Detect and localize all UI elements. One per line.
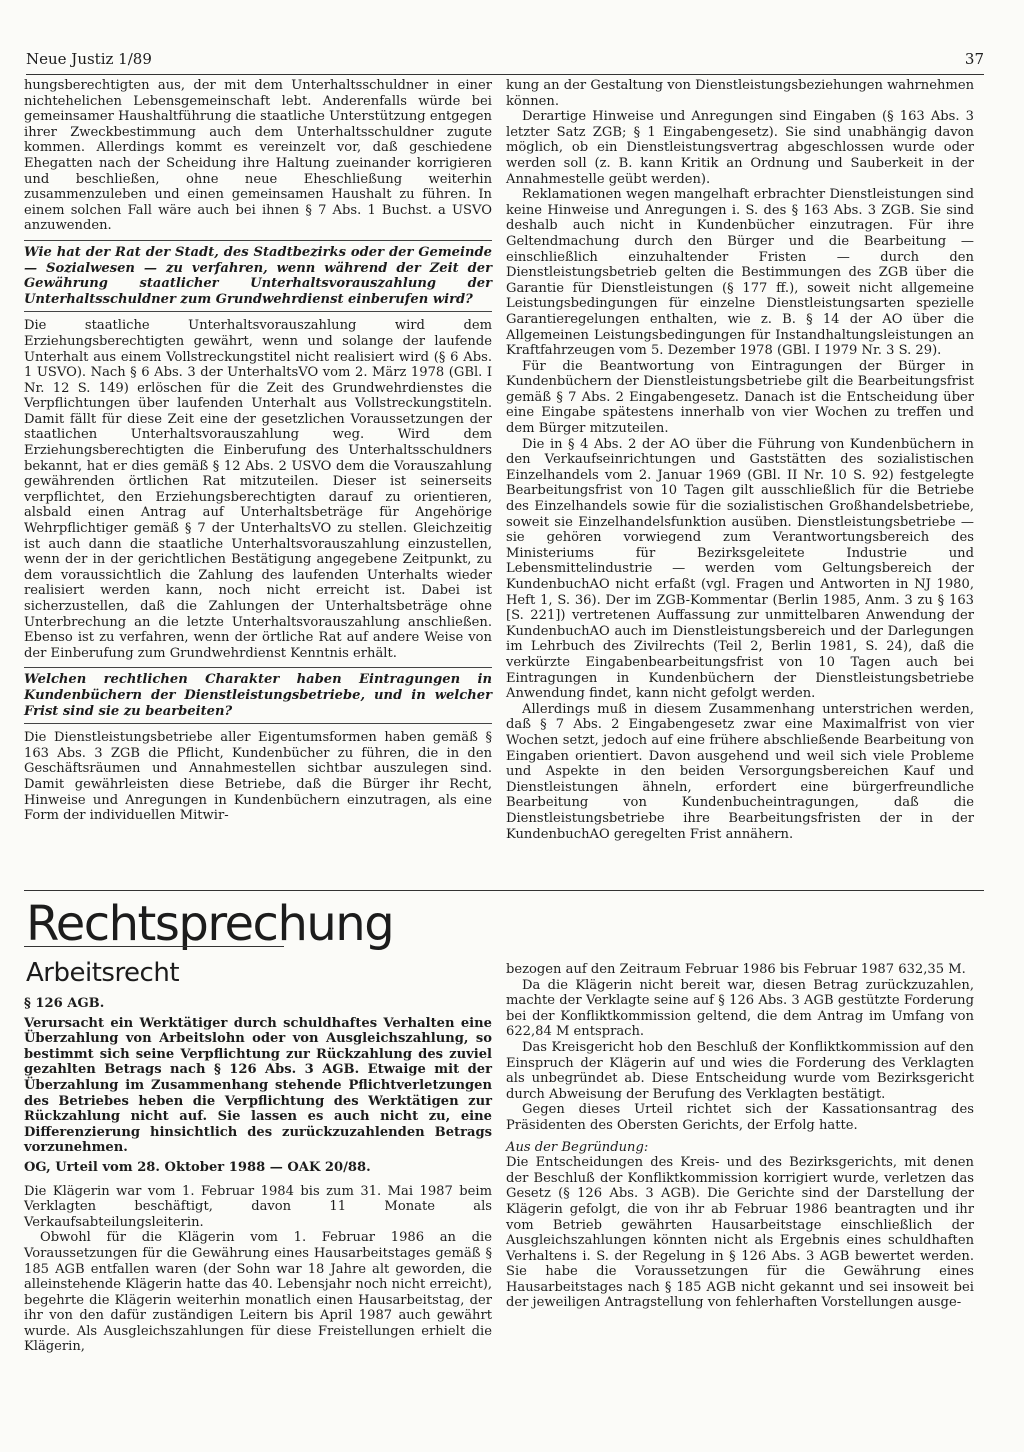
norm-reference: § 126 AGB. xyxy=(24,996,105,1011)
title-rule xyxy=(24,946,284,947)
court-citation: OG, Urteil vom 28. Oktober 1988 — OAK 20/88. xyxy=(24,1159,371,1175)
headnote: Verursacht ein Werktätiger durch schuldhaftes Verhalten eine Überzahlung von Arbeitslohn oder von Ausgleichszahlung, so bestimmt sich seine Verpflichtung zur Rückzahlung des zuviel gezahlten Betrags nach § 126 Abs. 3 AGB. Etwaige mit der Überzahlung im Zusammenhang stehende Pflichtverletzungen des Betriebes heben die Verpflichtung des Werktätigen zur Rückzahlung nicht auf. Sie lassen es auch nicht zu, eine Differenzierung hinsichtlich des zurückzuzahlenden Betrags vorzunehmen. xyxy=(24,1015,492,1156)
paragraph: hungsberechtigten aus, der mit dem Unterhaltsschuldner in einer nichtehelichen Lebensgemeinschaft lebt. Anderenfalls würde bei gemeinsamer Haushaltführung die staatliche Unterstützung entgegen ihrer Zweckbestimmung auch dem Unterhaltsschuldner zugute kommen. Allerdings kommt es vereinzelt vor, daß geschiedene Ehegatten nach der Scheidung ihre Haltung zueinander korrigieren und beschließen, ohne neue Eheschließung weiterhin zusammenzuleben und einen gemeinsamen Haushalt zu führen. In einem solchen Fall wäre auch bei ihnen § 7 Abs. 1 Buchst. a USVO anzuwenden. xyxy=(24,78,492,234)
right-column-bottom xyxy=(506,962,974,1311)
header-rule xyxy=(26,74,984,75)
paragraph: Die in § 4 Abs. 2 der AO über die Führung von Kundenbüchern in den Verkaufseinrichtungen und Gaststätten des sozialistischen Einzelhandels vom 2. Januar 1969 (GBl. II Nr. 10 S. 92) festgelegte Bearbeitungsfrist von 10 Tagen gilt ausschließlich für die Betriebe des Einzelhandels sowie für die sozialistischen Großhandelsbetriebe, soweit sie Einzelhandelsfunktion ausüben. Dienstleistungsbetriebe — sie gehören vorwiegend zum Verantwortungsbereich des Ministeriums für Bezirksgeleitete Industrie und Lebensmittelindustrie — werden vom Geltungsbereich der KundenbuchAO nicht erfaßt (vgl. Fragen und Antworten in NJ 1980, Heft 1, S. 36). Der im ZGB-Kommentar (Berlin 1985, Anm. 3 zu § 163 [S. 221]) vertretenen Auffassung zur unmittelbaren Anwendung der KundenbuchAO auch im Dienstleistungsbereich und der Darlegungen im Lehrbuch des Zivilrechts (Teil 2, Berlin 1981, S. 24), daß die verkürzte Eingabenbearbeitungsfrist von 10 Tagen auch bei Eintragungen in Kundenbüchern der Dienstleistungsbetriebe Anwendung findet, kann nicht gefolgt werden. xyxy=(506,436,974,702)
paragraph: Derartige Hinweise und Anregungen sind Eingaben (§ 163 Abs. 3 letzter Satz ZGB; § 1 Eingabengesetz). Sie sind unabhängig davon möglich, ob ein Dienstleistungsvertrag abgeschlossen wurde oder werden soll (z. B. kann Kritik an Ordnung und Sauberkeit in der Annahmestelle geübt werden). xyxy=(506,109,974,187)
paragraph: Die Entscheidungen des Kreis- und des Bezirksgerichts, mit denen der Beschluß der Konfliktkommission korrigiert wurde, verletzen das Gesetz (§ 126 Abs. 3 AGB). Die Gerichte sind der Darstellung der Klägerin gefolgt, die von ihr ab Februar 1986 beantragten und ihr vom Betrieb gewährten Hausarbeitstage einschließlich der Ausgleichszahlungen könnten nicht als Ergebnis eines schuldhaften Verhaltens i. S. der Regelung in § 126 Abs. 3 AGB bewertet werden. Sie habe die Voraussetzungen für die Gewährung eines Hausarbeitstages nach § 185 AGB nicht gekannt und sei insoweit bei der jeweiligen Antragstellung von fehlerhaften Vorstellungen ausge- xyxy=(506,1155,974,1311)
paragraph: Die Dienstleistungsbetriebe aller Eigentumsformen haben gemäß § 163 Abs. 3 ZGB die Pflicht, Kundenbücher zu führen, die in den Geschäftsräumen und Annahmestellen sichtbar auszulegen sind. Damit gewährleisten diese Betriebe, daß die Bürger ihr Recht, Hinweise und Anregungen in Kundenbüchern einzutragen, als eine Form der individuellen Mitwir- xyxy=(24,730,492,824)
left-column-top xyxy=(24,78,492,824)
question-heading: Welchen rechtlichen Charakter haben Eintragungen in Kundenbüchern der Dienstleistungsbetriebe, und in welcher Frist sind sie zu bearbeiten? xyxy=(24,667,492,724)
section-separator xyxy=(24,890,984,891)
page-number: 37 xyxy=(964,50,984,68)
paragraph: kung an der Gestaltung von Dienstleistungsbeziehungen wahrnehmen können. xyxy=(506,78,974,109)
question-heading: Wie hat der Rat der Stadt, des Stadtbezirks oder der Gemeinde — Sozialwesen — zu verfahren, wenn während der Zeit der Gewährung staatlicher Unterhaltsvorauszahlung der Unterhaltsschuldner zum Grundwehrdienst einberufen wird? xyxy=(24,240,492,312)
paragraph: Die staatliche Unterhaltsvorauszahlung wird dem Erziehungsberechtigten gewährt, wenn und solange der laufende Unterhalt aus einem Vollstreckungstitel nicht realisiert wird (§ 6 Abs. 1 USVO). Nach § 6 Abs. 3 der UnterhaltsVO vom 2. März 1978 (GBl. I Nr. 12 S. 149) erlöschen für die Zeit des Grundwehrdienstes die Verpflichtungen über laufenden Unterhalt aus Vollstreckungstiteln. Damit fällt für diese Zeit eine der gesetzlichen Voraussetzungen der staatlichen Unterhaltsvorauszahlung weg. Wird dem Erziehungsberechtigten die Einberufung des Unterhaltsschuldners bekannt, hat er dies gemäß § 12 Abs. 2 USVO dem die Vorauszahlung gewährenden örtlichen Rat mitzuteilen. Dieser ist seinerseits verpflichtet, den Erziehungsberechtigten darauf zu orientieren, alsbald einen Antrag auf Unterhaltsbeträge für Angehörige Wehrpflichtiger gemäß § 7 der UnterhaltsVO zu stellen. Gleichzeitig ist auch dann die staatliche Unterhaltsvorauszahlung einzustellen, wenn der in der gerichtlichen Bestätigung angegebene Zeitpunkt, zu dem voraussichtlich die Zahlung des laufenden Unterhalts wieder realisiert werden kann, noch nicht erreicht ist. Dabei ist sicherzustellen, daß die Zahlungen der Unterhaltsbeträge ohne Unterbrechung an die letzte Unterhaltsvorauszahlung anschließen. Ebenso ist zu verfahren, wenn der örtliche Rat auf andere Weise von der Einberufung zum Grundwehrdienst Kenntnis erhält. xyxy=(24,318,492,661)
section-subtitle: Arbeitsrecht xyxy=(26,958,180,988)
paragraph: bezogen auf den Zeitraum Februar 1986 bis Februar 1987 632,35 M. xyxy=(506,962,966,977)
paragraph: Obwohl für die Klägerin vom 1. Februar 1986 an die Voraussetzungen für die Gewährung eines Hausarbeitstages gemäß § 185 AGB entfallen waren (der Sohn war 18 Jahre alt geworden, die alleinstehende Klägerin hatte das 40. Lebensjahr noch nicht erreicht), begehrte die Klägerin weiterhin monatlich einen Hausarbeitstag, der ihr von den dafür zuständigen Leitern bis April 1987 auch gewährt wurde. Als Ausgleichszahlungen für diese Freistellungen erhielt die Klägerin, xyxy=(24,1230,492,1355)
left-column-bottom xyxy=(24,996,492,1355)
paragraph: Reklamationen wegen mangelhaft erbrachter Dienstleistungen sind keine Hinweise und Anregungen i. S. des § 163 Abs. 3 ZGB. Sie sind deshalb auch nicht in Kundenbücher einzutragen. Für ihre Geltendmachung durch den Bürger und die Bearbeitung — einschließlich einzuhaltender Fristen — durch den Dienstleistungsbetrieb gelten die Bestimmungen des ZGB über die Garantie für Dienstleistungen (§ 177 ff.), soweit nicht allgemeine Leistungsbedingungen für einzelne Dienstleistungsarten spezielle Garantieregelungen enthalten, wie z. B. § 14 der AO über die Allgemeinen Leistungsbedingungen für Instandhaltungsleistungen an Kraftfahrzeugen vom 5. Dezember 1978 (GBl. I 1979 Nr. 3 S. 29). xyxy=(506,187,974,359)
subheading: Aus der Begründung: xyxy=(506,1139,649,1155)
paragraph: Allerdings muß in diesem Zusammenhang unterstrichen werden, daß § 7 Abs. 2 Eingabengesetz zwar eine Maximalfrist von vier Wochen setzt, jedoch auf eine frühere abschließende Bearbeitung von Eingaben orientiert. Davon ausgehend und weil sich viele Probleme und Aspekte in den beiden Versorgungsbereichen Kauf und Dienstleistungen ähneln, erfordert eine bürgerfreundliche Bearbeitung von Kundenbucheintragungen, daß die Dienstleistungsbetriebe ihre Bearbeitungsfristen der in der KundenbuchAO geregelten Frist annähern. xyxy=(506,701,974,842)
paragraph: Für die Beantwortung von Eintragungen der Bürger in Kundenbüchern der Dienstleistungsbetriebe gilt die Bearbeitungsfrist gemäß § 7 Abs. 2 Eingabengesetz. Danach ist die Entscheidung über eine Eingabe spätestens innerhalb von vier Wochen zu treffen und dem Bürger mitzuteilen. xyxy=(506,358,974,437)
paragraph: Das Kreisgericht hob den Beschluß der Konfliktkommission auf den Einspruch der Klägerin auf und wies die Forderung des Verklagten als unbegründet ab. Diese Entscheidung wurde vom Bezirksgericht durch Abweisung der Berufung des Verklagten bestätigt. xyxy=(506,1039,974,1102)
right-column-top xyxy=(506,78,974,842)
journal-title: Neue Justiz 1/89 xyxy=(26,50,152,68)
paragraph: Die Klägerin war vom 1. Februar 1984 bis zum 31. Mai 1987 beim Verklagten beschäftigt, davon 11 Monate als Verkaufsabteilungsleiterin. xyxy=(24,1183,492,1230)
paragraph: Da die Klägerin nicht bereit war, diesen Betrag zurückzuzahlen, machte der Verklagte seine auf § 126 Abs. 3 AGB gestützte Forderung bei der Konfliktkommission geltend, die dem Antrag im Umfang von 622,84 M entsprach. xyxy=(506,977,974,1040)
running-header xyxy=(26,50,984,72)
paragraph: Gegen dieses Urteil richtet sich der Kassationsantrag des Präsidenten des Obersten Gerichts, der Erfolg hatte. xyxy=(506,1102,974,1133)
section-title: Rechtsprechung xyxy=(26,896,394,952)
